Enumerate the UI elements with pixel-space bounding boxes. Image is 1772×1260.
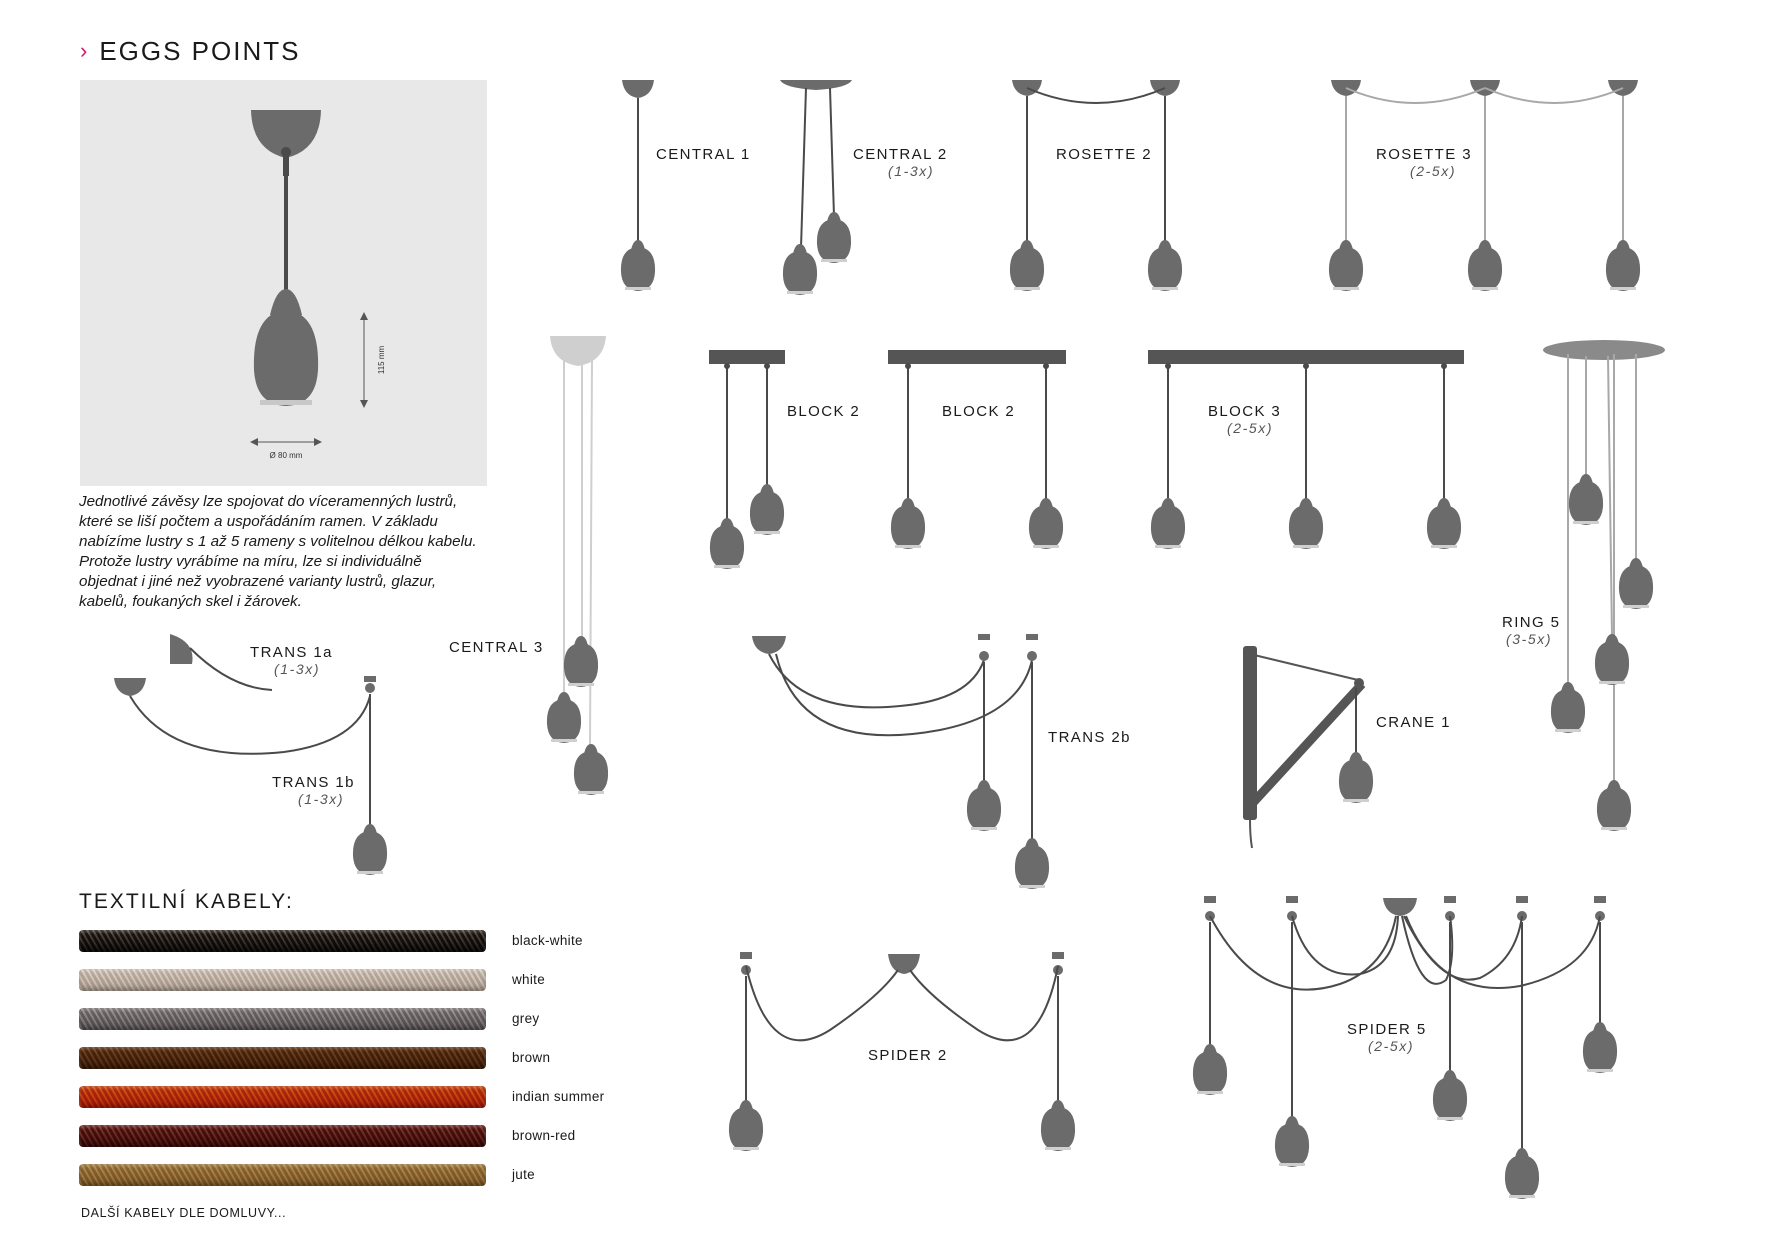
variant-label: BLOCK 2: [787, 403, 861, 420]
variant-crane-1-drawing: [1243, 646, 1373, 848]
page-title-text: EGGS POINTS: [99, 36, 301, 66]
cable-name: indian summer: [512, 1089, 605, 1104]
variant-count: (1-3x): [274, 661, 321, 677]
variant-count: (2-5x): [1368, 1038, 1415, 1054]
cables-heading: TEXTILNÍ KABELY:: [79, 890, 294, 913]
variant-central-1-drawing: [621, 80, 655, 291]
variant-label: BLOCK 2: [942, 403, 1016, 420]
variant-label: CENTRAL 1: [656, 146, 751, 163]
variant-label: TRANS 1a: [250, 644, 333, 661]
cable-name: jute: [512, 1167, 535, 1182]
description-line: Jednotlivé závěsy lze spojovat do víceramenných lustrů,: [79, 493, 458, 510]
cable-swatch: [79, 1047, 486, 1069]
cable-name: brown: [512, 1050, 551, 1065]
variant-label: CENTRAL 2: [853, 146, 948, 163]
variant-count: (1-3x): [298, 791, 345, 807]
more-cables-note: DALŠÍ KABELY DLE DOMLUVY...: [81, 1206, 287, 1220]
variant-label: ROSETTE 3: [1376, 146, 1472, 163]
cable-swatch: [79, 1125, 486, 1147]
cable-name: grey: [512, 1011, 540, 1026]
variant-label: TRANS 1b: [272, 774, 355, 791]
cable-swatch: [79, 1164, 486, 1186]
variant-count: (1-3x): [888, 163, 935, 179]
variant-block-3-drawing: [1148, 350, 1464, 549]
variant-label: CRANE 1: [1376, 714, 1451, 731]
variant-trans-2b-drawing: [752, 634, 1049, 889]
variant-rosette-2-drawing: [1010, 80, 1182, 291]
cable-swatch: [79, 1086, 486, 1108]
cable-name: white: [512, 972, 546, 987]
variant-central-2-drawing: [780, 80, 852, 295]
variant-central-3-drawing: [547, 336, 608, 795]
cable-swatch: [79, 969, 486, 991]
cable-swatch: [79, 1008, 486, 1030]
variant-trans-1-drawing: [114, 634, 387, 875]
cable-swatch: [79, 930, 486, 952]
description-line: nabízíme lustry s 1 až 5 rameny s volitelnou délkou kabelu.: [79, 533, 477, 550]
variant-label: SPIDER 5: [1347, 1021, 1427, 1038]
variant-block-2-small-drawing: [709, 350, 785, 569]
variant-label: ROSETTE 2: [1056, 146, 1152, 163]
variant-rosette-3-drawing: [1329, 80, 1640, 291]
cable-name: brown-red: [512, 1128, 576, 1143]
description-line: Protože lustry vyrábíme na míru, lze si individuálně: [79, 553, 422, 570]
width-dimension-label: Ø 80 mm: [269, 451, 303, 460]
variant-ring-5-drawing: [1543, 340, 1665, 831]
description-line: kabelů, foukaných skel i žárovek.: [79, 593, 302, 610]
variant-count: (3-5x): [1506, 631, 1553, 647]
description-line: které se liší počtem a uspořádáním ramen. V základu: [79, 513, 438, 530]
variant-count: (2-5x): [1410, 163, 1457, 179]
height-dimension-label: 115 mm: [377, 345, 386, 375]
variant-count: (2-5x): [1227, 420, 1274, 436]
cable-name: black-white: [512, 933, 583, 948]
chevron-right-icon: ›: [80, 38, 90, 63]
variant-label: BLOCK 3: [1208, 403, 1282, 420]
description-line: objednat i jiné než vyobrazené varianty lustrů, glazur,: [79, 573, 437, 590]
variant-label: TRANS 2b: [1048, 729, 1131, 746]
variant-block-2-wide-drawing: [888, 350, 1066, 549]
variant-label: SPIDER 2: [868, 1047, 948, 1064]
variant-label: RING 5: [1502, 614, 1561, 631]
variant-label: CENTRAL 3: [449, 639, 544, 656]
